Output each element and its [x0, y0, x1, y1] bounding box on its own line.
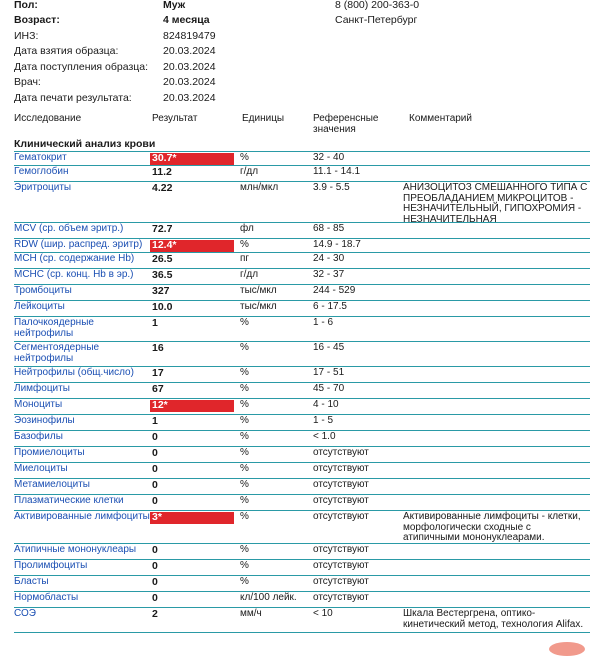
result-value: 11.2 [152, 166, 172, 178]
comment: Активированные лимфоциты - клетки, морфологически сходные с атипичными мононуклеарами. [403, 511, 581, 543]
table-row [14, 238, 590, 252]
test-name: Атипичные мононуклеары [14, 544, 137, 555]
test-name: Гемоглобин [14, 166, 69, 177]
result-value: 72.7 [152, 223, 173, 235]
result-value: 0 [152, 447, 158, 459]
section-title: Клинический анализ крови [14, 138, 156, 150]
table-row [14, 607, 590, 632]
units: % [240, 367, 249, 378]
result-value: 327 [152, 285, 170, 297]
table-row [14, 398, 590, 414]
units: % [240, 239, 249, 250]
result-value: 3* [150, 512, 234, 524]
reference-range: 16 - 45 [313, 342, 345, 353]
reference-range: 4 - 10 [313, 399, 339, 410]
doctor-value: 20.03.2024 [163, 76, 216, 88]
reference-range: 1 - 5 [313, 415, 334, 426]
reference-range: 68 - 85 [313, 223, 345, 234]
table-row [14, 252, 590, 268]
inz-label: ИНЗ: [14, 29, 39, 42]
table-row [14, 222, 590, 238]
reference-range: 32 - 40 [313, 152, 345, 163]
test-name: Нейтрофилы (общ.число) [14, 367, 134, 378]
table-bottom-line [14, 632, 590, 633]
sample-taken-label: Дата взятия образца: [14, 45, 119, 57]
reference-range: 6 - 17.5 [313, 301, 347, 312]
col-result-header: Результат [152, 113, 198, 124]
result-value: 30.7* [150, 153, 234, 165]
units: пг [240, 253, 250, 264]
test-name: Палочкоядерные нейтрофилы [14, 317, 94, 339]
table-row [14, 543, 590, 559]
table-row [14, 510, 590, 543]
reference-range: отсутствуют [313, 544, 369, 555]
test-name: Эозинофилы [14, 415, 75, 426]
table-row [14, 462, 590, 478]
table-row [14, 316, 590, 341]
sample-received-label: Дата поступления образца: [14, 60, 149, 73]
reference-range: 1 - 6 [313, 317, 334, 328]
reference-range: отсутствуют [313, 495, 369, 506]
test-name: Тромбоциты [14, 285, 72, 296]
table-row [14, 478, 590, 494]
test-name: Пролимфоциты [14, 560, 88, 571]
table-row [14, 165, 590, 181]
result-value: 67 [152, 383, 164, 395]
print-date-value: 20.03.2024 [163, 91, 216, 104]
test-name: MCHC (ср. конц. Hb в эр.) [14, 269, 134, 280]
test-name: Базофилы [14, 431, 63, 442]
test-name: Гематокрит [14, 152, 67, 163]
reference-range: отсутствуют [313, 576, 369, 587]
result-value: 1 [152, 415, 158, 427]
test-name: MCV (ср. объем эритр.) [14, 223, 124, 234]
reference-range: 3.9 - 5.5 [313, 182, 350, 193]
test-name: Лейкоциты [14, 301, 65, 312]
test-name: RDW (шир. распред. эритр) [14, 239, 143, 250]
table-header [14, 111, 590, 135]
table-row [14, 591, 590, 607]
table-row [14, 382, 590, 398]
sex-label: Пол: [14, 0, 38, 11]
units: % [240, 495, 249, 506]
test-name: Метамиелоциты [14, 479, 90, 490]
reference-range: отсутствуют [313, 447, 369, 458]
test-name: Нормобласты [14, 592, 79, 603]
table-row [14, 430, 590, 446]
result-value: 26.5 [152, 253, 173, 265]
units: % [240, 560, 249, 571]
col-units-header: Единицы [242, 113, 285, 124]
result-value: 0 [152, 544, 158, 556]
test-name: Промиелоциты [14, 447, 85, 458]
result-value: 16 [152, 342, 164, 354]
reference-range: отсутствуют [313, 560, 369, 571]
comment: АНИЗОЦИТОЗ СМЕШАННОГО ТИПА С ПРЕОБЛАДАНИЕМ МИКРОЦИТОВ - НЕЗНАЧИТЕЛЬНЫЙ, ГИПОХРОМИЯ - НЕЗНАЧИТЕЛЬНАЯ [403, 182, 588, 225]
doctor-label: Врач: [14, 76, 41, 88]
reference-range: 11.1 - 14.1 [313, 166, 361, 177]
test-name: MCH (ср. содержание Hb) [14, 253, 135, 264]
result-value: 0 [152, 495, 158, 507]
test-name: Моноциты [14, 399, 63, 410]
units: % [240, 431, 249, 442]
result-value: 1 [152, 317, 158, 329]
reference-range: 244 - 529 [313, 285, 356, 296]
result-value: 10.0 [152, 301, 173, 313]
units: % [240, 447, 249, 458]
table-row [14, 366, 590, 382]
test-name: Миелоциты [14, 463, 68, 474]
col-reference-header: Референсные значения [313, 113, 379, 135]
reference-range: 32 - 37 [313, 269, 345, 280]
units: % [240, 342, 249, 353]
reference-range: отсутствуют [313, 592, 369, 603]
test-name: Сегментоядерные нейтрофилы [14, 342, 100, 364]
result-value: 0 [152, 431, 158, 443]
units: млн/мкл [240, 182, 279, 193]
reference-range: отсутствуют [313, 479, 369, 490]
table-row [14, 414, 590, 430]
result-value: 0 [152, 463, 158, 475]
test-name: Активированные лимфоциты [14, 511, 150, 522]
units: % [240, 576, 249, 587]
inz-value: 824819479 [163, 29, 216, 42]
reference-range: отсутствуют [313, 511, 369, 522]
result-value: 0 [152, 479, 158, 491]
result-value: 36.5 [152, 269, 173, 281]
units: % [240, 544, 249, 555]
units: % [240, 383, 249, 394]
reference-range: 17 - 51 [313, 367, 345, 378]
units: % [240, 479, 249, 490]
units: тыс/мкл [240, 301, 277, 312]
reference-range: 45 - 70 [313, 383, 345, 394]
table-row [14, 446, 590, 462]
results-table [14, 151, 590, 633]
table-row [14, 575, 590, 591]
units: кл/100 лейк. [240, 592, 297, 603]
units: тыс/мкл [240, 285, 277, 296]
units: % [240, 415, 249, 426]
table-row [14, 300, 590, 316]
sample-received-value: 20.03.2024 [163, 60, 216, 73]
sample-taken-value: 20.03.2024 [163, 45, 216, 57]
units: г/дл [240, 166, 259, 177]
reference-range: < 10 [313, 608, 333, 619]
result-value: 2 [152, 608, 158, 620]
reference-range: 24 - 30 [313, 253, 345, 264]
units: мм/ч [240, 608, 262, 619]
units: % [240, 511, 249, 522]
units: г/дл [240, 269, 259, 280]
test-name: СОЭ [14, 608, 36, 619]
col-comment-header: Комментарий [409, 113, 472, 124]
table-row [14, 181, 590, 225]
print-date-label: Дата печати результата: [14, 91, 132, 104]
units: % [240, 463, 249, 474]
result-value: 17 [152, 367, 164, 379]
test-name: Плазматические клетки [14, 495, 124, 506]
sex-value: Муж [163, 0, 186, 11]
units: % [240, 317, 249, 328]
table-row [14, 494, 590, 510]
table-row [14, 341, 590, 366]
result-value: 0 [152, 560, 158, 572]
units: % [240, 152, 249, 163]
result-value: 0 [152, 576, 158, 588]
test-name: Бласты [14, 576, 49, 587]
result-value: 0 [152, 592, 158, 604]
units: % [240, 399, 249, 410]
test-name: Эритроциты [14, 182, 72, 193]
result-value: 12* [150, 400, 234, 412]
age-value: 4 месяца [163, 14, 210, 26]
patient-header [14, 0, 600, 106]
city: Санкт-Петербург [335, 14, 418, 26]
comment: Шкала Вестергрена, оптико-кинетический метод, технология Alifax. [403, 608, 584, 630]
reference-range: отсутствуют [313, 463, 369, 474]
table-row [14, 284, 590, 300]
decorative-blob [549, 642, 585, 656]
test-name: Лимфоциты [14, 383, 70, 394]
result-value: 4.22 [152, 182, 173, 194]
units: фл [240, 223, 254, 234]
phone-number: 8 (800) 200-363-0 [335, 0, 420, 11]
reference-range: < 1.0 [313, 431, 336, 442]
result-value: 12.4* [150, 240, 234, 252]
table-row [14, 268, 590, 284]
col-test-header: Исследование [14, 113, 82, 124]
reference-range: 14.9 - 18.7 [313, 239, 361, 250]
table-row [14, 559, 590, 575]
table-row [14, 151, 590, 165]
age-label: Возраст: [14, 14, 60, 26]
